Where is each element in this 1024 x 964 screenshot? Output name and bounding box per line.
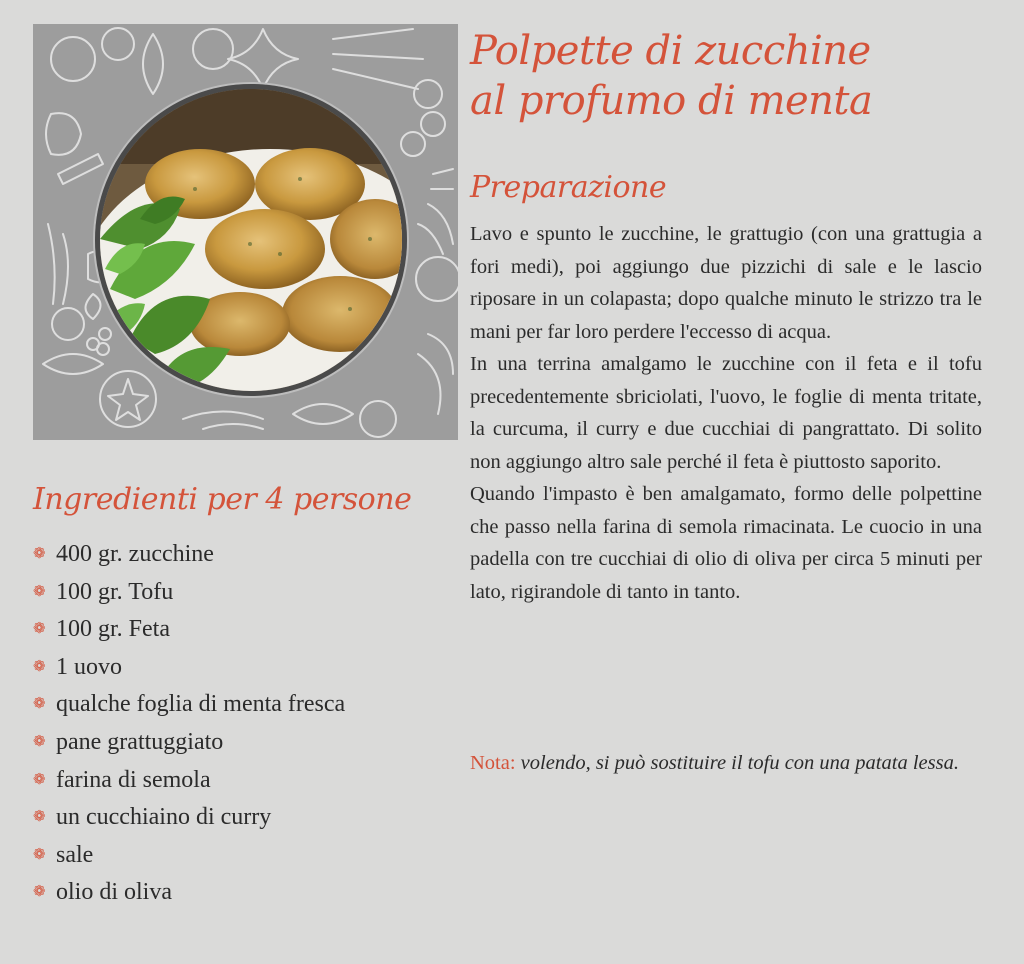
photo-panel xyxy=(33,24,458,440)
preparation-text xyxy=(470,218,982,608)
meatballs-photo xyxy=(95,84,407,396)
ingredient-item xyxy=(33,536,453,574)
ingredient-label: un cucchiaino di curry xyxy=(56,804,272,831)
flower-bullet-icon: ❁ xyxy=(33,809,46,826)
ingredient-label: 100 gr. Tofu xyxy=(56,578,174,605)
ingredient-label: farina di semola xyxy=(56,766,211,793)
note-text: volendo, si può sostituire il tofu con una patata lessa. xyxy=(520,752,959,774)
preparation-paragraph: Lavo e spunto le zucchine, le grattugio (con una grattugia a fori medi), poi aggiungo due pizzichi di sale e le lascio riposare in un colapasta; dopo qualche minuto le strizzo tra le mani per far loro perdere l'eccesso di acqua. xyxy=(470,223,982,343)
ingredients-heading: Ingredienti per 4 persone xyxy=(33,482,412,517)
recipe-title-line1: Polpette di zucchine xyxy=(470,28,871,74)
flower-bullet-icon: ❁ xyxy=(33,658,46,675)
flower-bullet-icon: ❁ xyxy=(33,583,46,600)
preparation-paragraph: In una terrina amalgamo le zucchine con il feta e il tofu precedentemente sbriciolati, l'uovo, le foglie di menta tritate, la curcuma, il curry e due cucchiai di pangrattato. Di solito non aggiungo altro sale perché il feta è piuttosto saporito. xyxy=(470,353,982,473)
recipe-title xyxy=(470,26,1010,126)
flower-bullet-icon: ❁ xyxy=(33,846,46,863)
flower-bullet-icon: ❁ xyxy=(33,771,46,788)
ingredient-item xyxy=(33,649,453,687)
ingredient-item xyxy=(33,837,453,875)
ingredient-item xyxy=(33,574,453,612)
meatballs-illustration xyxy=(100,89,402,391)
ingredient-item xyxy=(33,874,453,912)
flower-bullet-icon: ❁ xyxy=(33,733,46,750)
ingredient-label: sale xyxy=(56,841,94,868)
recipe-title-line2: al profumo di menta xyxy=(470,78,873,124)
ingredient-label: 1 uovo xyxy=(56,653,122,680)
note xyxy=(470,747,982,779)
ingredient-item xyxy=(33,611,453,649)
ingredient-label: pane grattuggiato xyxy=(56,728,224,755)
flower-bullet-icon: ❁ xyxy=(33,621,46,638)
ingredient-label: 400 gr. zucchine xyxy=(56,541,214,567)
ingredient-item xyxy=(33,762,453,800)
flower-bullet-icon: ❁ xyxy=(33,696,46,713)
ingredient-item xyxy=(33,799,453,837)
note-label: Nota: xyxy=(470,752,516,774)
preparation-paragraph: Quando l'impasto è ben amalgamato, formo delle polpettine che passo nella farina di semola rimacinata. Le cuocio in una padella con tre cucchiai di olio di oliva per circa 5 minuti per lato, rigirandole di tanto in tanto. xyxy=(470,483,982,603)
flower-bullet-icon: ❁ xyxy=(33,546,46,562)
ingredient-label: qualche foglia di menta fresca xyxy=(56,691,346,718)
ingredient-item xyxy=(33,686,453,724)
flower-bullet-icon: ❁ xyxy=(33,884,46,901)
ingredients-list xyxy=(33,536,453,912)
preparation-heading: Preparazione xyxy=(470,170,667,205)
ingredient-label: olio di oliva xyxy=(56,879,172,906)
ingredient-item xyxy=(33,724,453,762)
ingredient-label: 100 gr. Feta xyxy=(56,616,170,643)
